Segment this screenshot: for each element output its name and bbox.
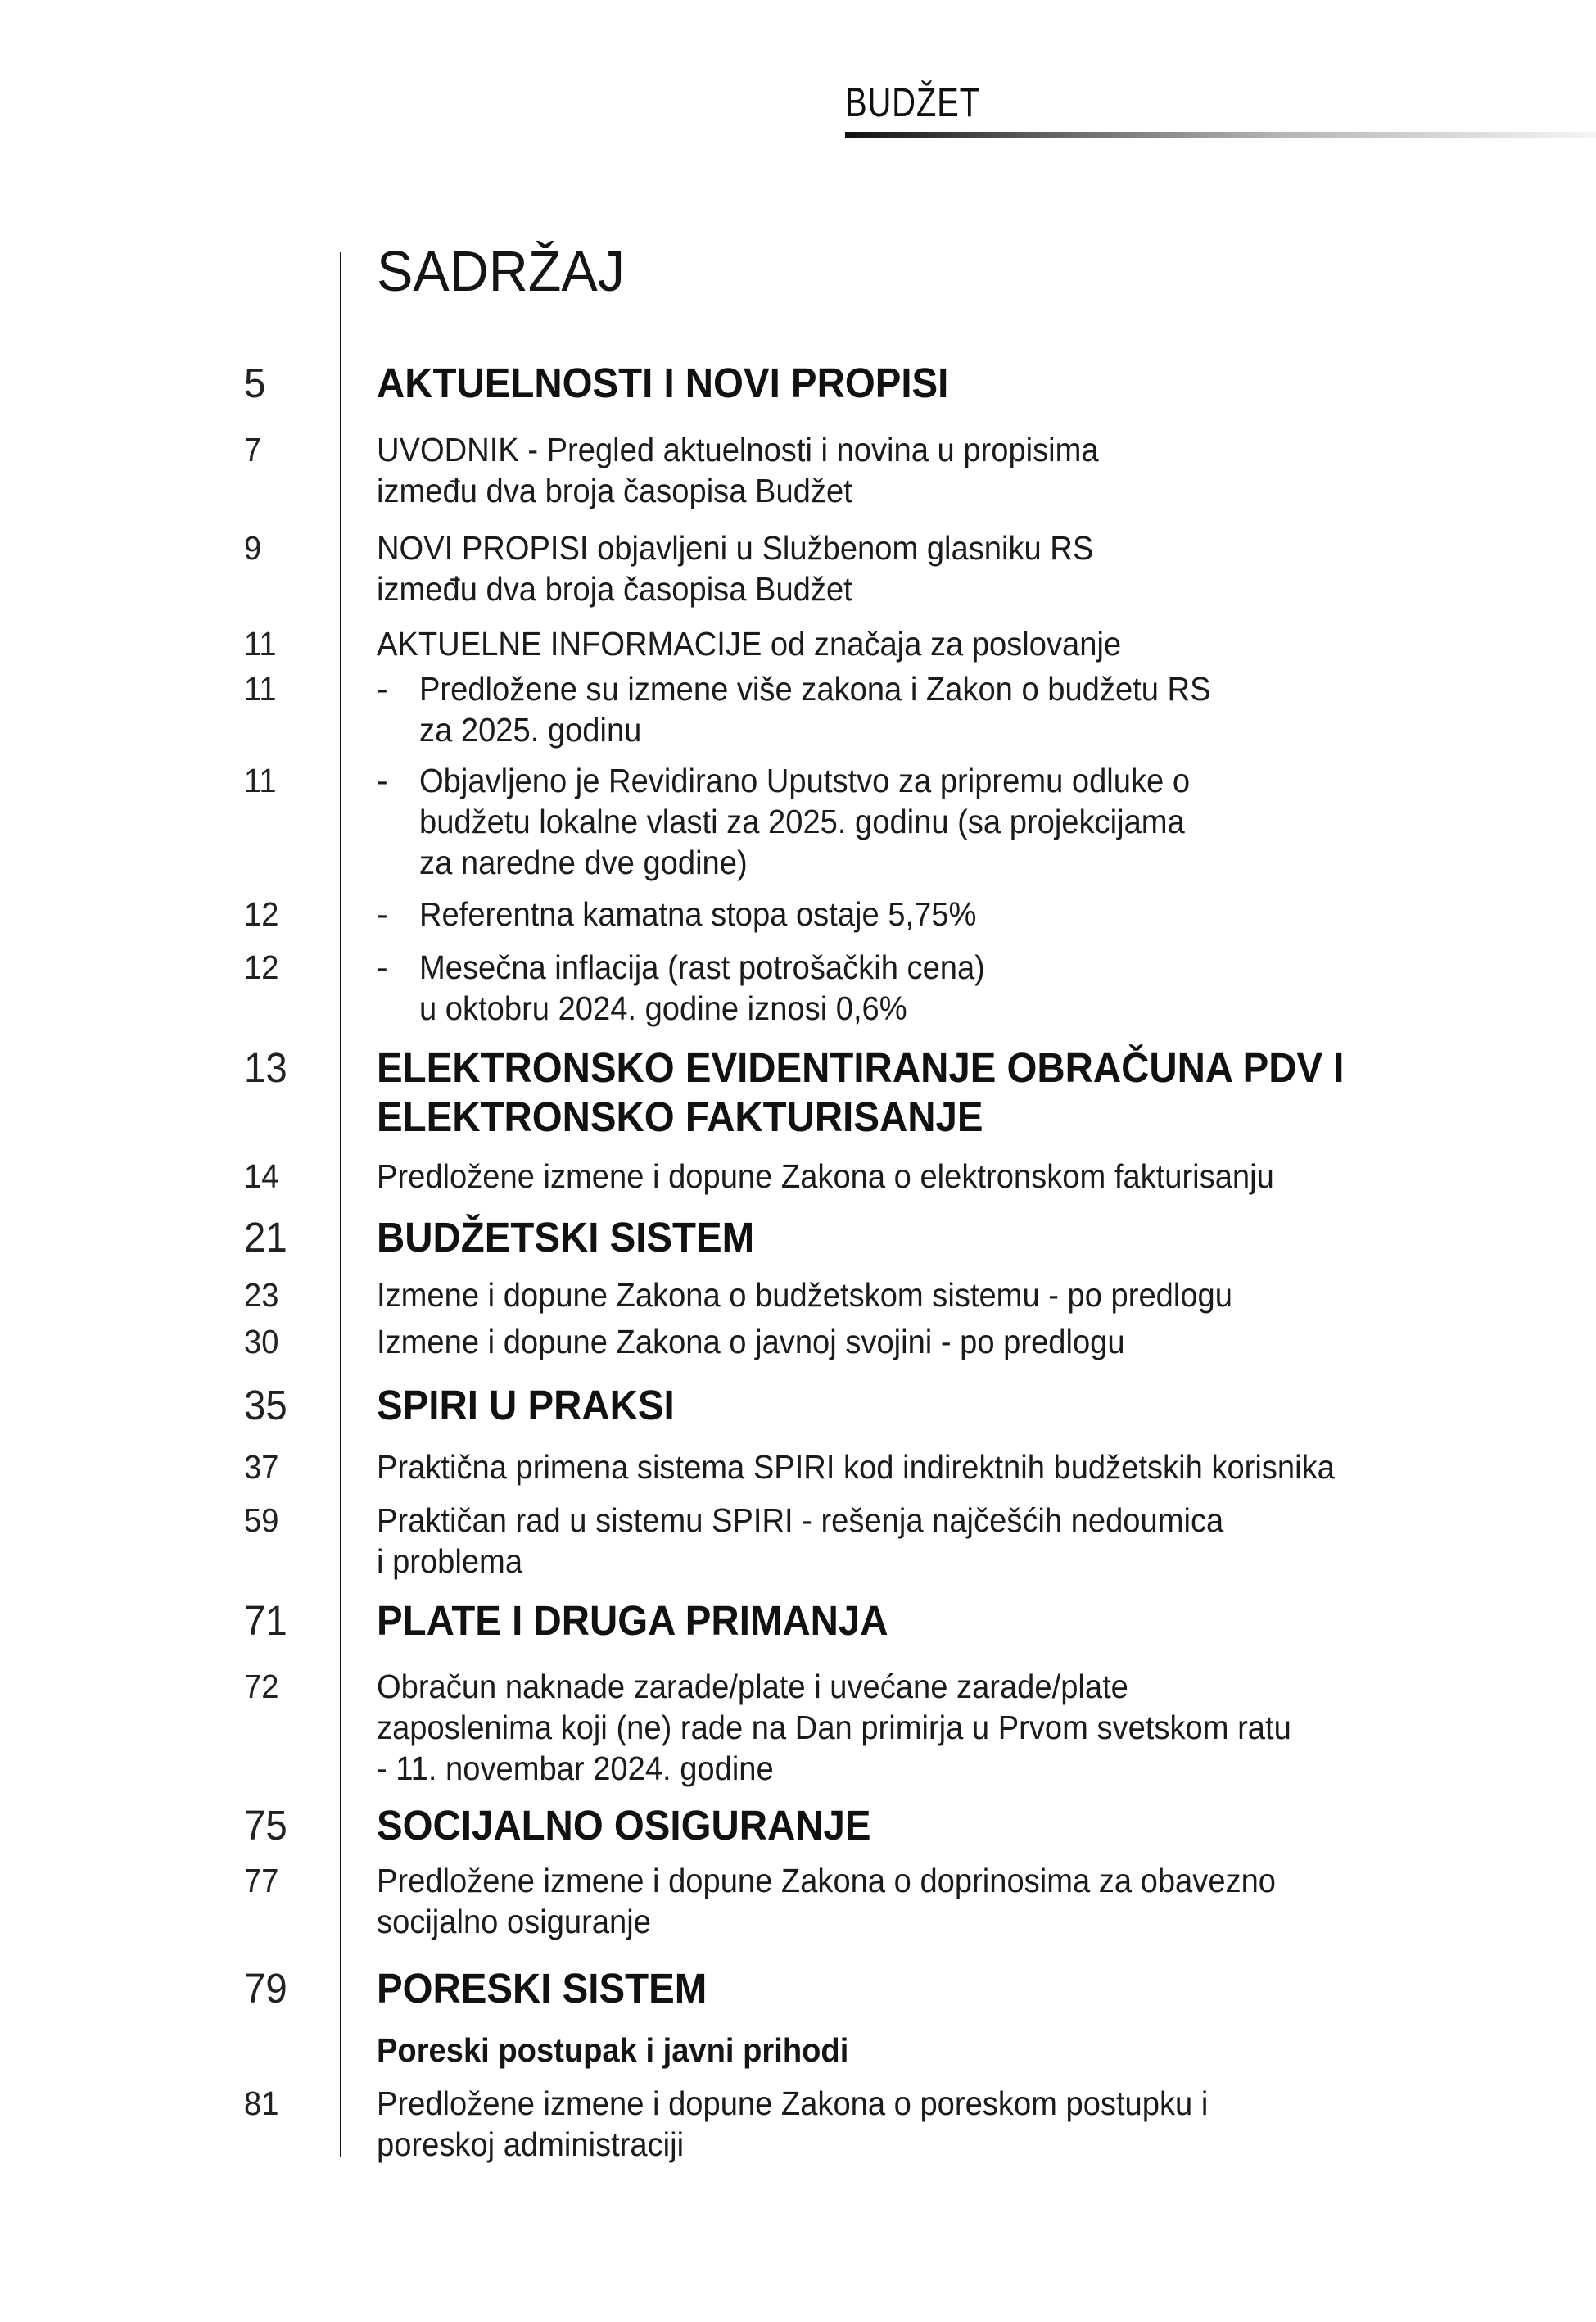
toc-page-number: 37 [244,1448,279,1486]
toc-row-entry [244,1666,1489,1789]
toc-line: Referentna kamatna stopa ostaje 5,75% [419,895,977,933]
toc-row-text [377,1274,1489,1315]
toc-page-number: 71 [244,1597,287,1644]
dash-bullet: - [377,948,388,986]
toc-line: između dva broja časopisa Budžet [377,570,852,608]
toc-row-dash [244,668,1489,750]
page-title: SADRŽAJ [377,239,625,303]
toc-page-number: 35 [244,1382,287,1428]
toc-line: SOCIJALNO OSIGURANJE [377,1802,871,1849]
toc-row-section [244,1964,1489,2013]
toc-page-number: 72 [244,1668,279,1705]
toc-row-section [244,1213,1489,1262]
dash-bullet: - [377,762,388,799]
toc-row-text [377,1381,1489,1430]
toc-row-text [377,1156,1489,1197]
toc-row-text [377,947,1489,1029]
toc-row-entry [244,527,1489,609]
toc-row-entry [244,1156,1489,1197]
toc-row-text [377,1446,1489,1487]
toc-line: AKTUELNOSTI I NOVI PROPISI [377,360,949,406]
toc-row-text [377,1596,1489,1645]
toc-row-text [377,429,1489,511]
toc-row-text [377,527,1489,609]
toc-row-text [377,2083,1489,2165]
toc-page-number: 9 [244,529,262,567]
toc-row-text [377,760,1489,883]
toc-row-entry [244,1274,1489,1315]
toc-row-entry [244,1446,1489,1487]
toc-line: Mesečna inflacija (rast potrošačkih cena) [419,948,985,986]
toc-line: i problema [377,1542,523,1580]
dash-bullet: - [377,895,388,933]
toc-row-text [377,1801,1489,1850]
toc-line: - 11. novembar 2024. godine [377,1749,774,1787]
toc-row-section [244,1381,1489,1430]
toc-line: Praktičan rad u sistemu SPIRI - rešenja najčešćih nedoumica [377,1501,1224,1539]
toc-row-text [377,1860,1489,1942]
toc-line: Predložene izmene i dopune Zakona o elektronskom fakturisanju [377,1157,1274,1195]
table-of-contents [244,0,1489,2322]
toc-line: ELEKTRONSKO FAKTURISANJE [377,1093,983,1140]
toc-line: za 2025. godinu [419,711,642,749]
toc-page-number: 75 [244,1802,287,1849]
toc-line: zaposlenima koji (ne) rade na Dan primirja u Prvom svetskom ratu [377,1709,1291,1746]
toc-line: UVODNIK - Pregled aktuelnosti i novina u propisima [377,431,1099,468]
toc-row-subheading [244,2030,1489,2071]
masthead-title: BUDŽET [845,79,980,125]
toc-page-number: 11 [244,762,277,799]
dash-bullet: - [377,670,388,708]
toc-page-number: 23 [244,1276,279,1314]
toc-page-number: 79 [244,1965,287,2012]
toc-page-number: 7 [244,431,262,468]
toc-line: Predložene su izmene više zakona i Zakon o budžetu RS [419,670,1211,708]
toc-page-number: 14 [244,1157,279,1195]
toc-row-entry [244,2083,1489,2165]
toc-row-text [377,623,1489,664]
toc-line: budžetu lokalne vlasti za 2025. godinu (sa projekcijama [419,803,1185,840]
toc-row-entry [244,1860,1489,1942]
toc-page-number: 59 [244,1501,279,1539]
toc-line: Predložene izmene i dopune Zakona o poreskom postupku i [377,2084,1209,2122]
toc-line: PLATE I DRUGA PRIMANJA [377,1597,888,1644]
toc-page-number: 11 [244,625,277,663]
toc-line: BUDŽETSKI SISTEM [377,1214,755,1261]
toc-row-section [244,1596,1489,1645]
toc-row-text [377,1964,1489,2013]
toc-line: poreskoj administraciji [377,2125,685,2163]
toc-page-number: 30 [244,1323,279,1360]
toc-row-text [377,668,1489,750]
toc-page-number: 12 [244,895,279,933]
toc-line: PORESKI SISTEM [377,1965,708,2012]
toc-page-number: 81 [244,2084,279,2122]
toc-page-number: 13 [244,1044,287,1091]
toc-row-text [377,1321,1489,1362]
toc-row-dash [244,760,1489,883]
toc-line: Praktična primena sistema SPIRI kod indirektnih budžetskih korisnika [377,1448,1335,1486]
toc-row-entry [244,1321,1489,1362]
toc-line: za naredne dve godine) [419,844,748,881]
toc-row-text [377,359,1489,408]
toc-line: između dva broja časopisa Budžet [377,472,852,509]
toc-row-entry [244,623,1489,664]
toc-page-number: 12 [244,948,279,986]
toc-page-number: 5 [244,360,266,406]
toc-row-dash [244,894,1489,935]
toc-row-section [244,1043,1489,1142]
toc-page-number: 21 [244,1214,287,1261]
toc-line: Objavljeno je Revidirano Uputstvo za pripremu odluke o [419,762,1191,799]
toc-row-text [377,1666,1489,1789]
toc-row-text [377,1213,1489,1262]
toc-line: AKTUELNE INFORMACIJE od značaja za poslovanje [377,625,1122,663]
toc-line: socijalno osiguranje [377,1903,651,1940]
toc-line: ELEKTRONSKO EVIDENTIRANJE OBRAČUNA PDV I [377,1044,1345,1091]
toc-line: Predložene izmene i dopune Zakona o doprinosima za obavezno [377,1862,1277,1899]
toc-line: Izmene i dopune Zakona o budžetskom sistemu - po predlogu [377,1276,1232,1314]
toc-line: u oktobru 2024. godine iznosi 0,6% [419,989,907,1027]
toc-line: SPIRI U PRAKSI [377,1382,675,1428]
toc-row-text [377,1500,1489,1582]
toc-row-text [377,1043,1489,1142]
toc-row-section [244,1801,1489,1850]
toc-row-text [377,2030,1489,2071]
toc-row-section [244,359,1489,408]
toc-row-dash [244,947,1489,1029]
toc-line: Obračun naknade zarade/plate i uvećane zarade/plate [377,1668,1128,1705]
toc-line: NOVI PROPISI objavljeni u Službenom glasniku RS [377,529,1094,567]
toc-row-entry [244,429,1489,511]
toc-page-number: 77 [244,1862,279,1899]
toc-line: Poreski postupak i javni prihodi [377,2031,849,2069]
toc-page-number: 11 [244,670,277,708]
toc-row-text [377,894,1489,935]
toc-line: Izmene i dopune Zakona o javnoj svojini - po predlogu [377,1323,1125,1360]
toc-row-entry [244,1500,1489,1582]
